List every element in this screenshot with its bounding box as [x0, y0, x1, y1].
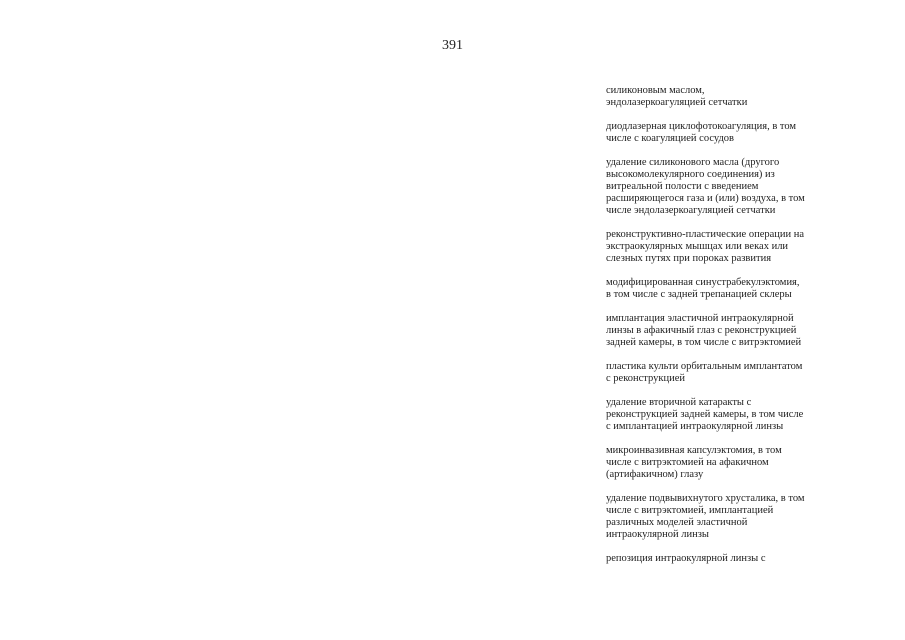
procedure-text-line: удаление силиконового масла (другого — [606, 157, 780, 168]
procedure-text-line: задней камеры, в том числе с витрэктомией — [606, 337, 802, 348]
procedure-entry — [606, 313, 821, 349]
procedure-entry — [606, 157, 821, 217]
procedure-entry — [606, 361, 821, 385]
procedure-entry — [606, 277, 821, 301]
procedure-text-line: различных моделей эластичной — [606, 517, 748, 528]
procedure-text-line: имплантация эластичной интраокулярной — [606, 313, 794, 324]
procedure-text-line: слезных путях при пороках развития — [606, 253, 772, 264]
procedure-entry — [606, 553, 821, 565]
procedure-text-line: экстраокулярных мышцах или веках или — [606, 241, 789, 252]
page-number: 391 — [442, 38, 463, 53]
procedure-text-line: с имплантацией интраокулярной линзы — [606, 421, 784, 432]
procedure-text-line: реконструктивно-пластические операции на — [606, 229, 805, 240]
procedure-entry — [606, 445, 821, 481]
procedure-text-line: числе с витрэктомией, имплантацией — [606, 505, 774, 516]
procedure-text-line: витреальной полости с введением — [606, 181, 759, 192]
procedure-text-line: числе с витрэктомией на афакичном — [606, 457, 769, 468]
procedure-text-line: (артифакичном) глазу — [606, 469, 704, 480]
procedure-text-line: репозиция интраокулярной линзы с — [606, 553, 766, 564]
procedure-text-line: микроинвазивная капсулэктомия, в том — [606, 445, 782, 456]
procedure-text-line: удаление вторичной катаракты с — [606, 397, 752, 408]
procedure-list — [606, 85, 821, 577]
procedure-text-line: расширяющегося газа и (или) воздуха, в том — [606, 193, 805, 204]
procedure-text-line: числе эндолазеркоагуляцией сетчатки — [606, 205, 776, 216]
procedure-text-line: интраокулярной линзы — [606, 529, 709, 540]
procedure-entry — [606, 121, 821, 145]
procedure-text-line: реконструкцией задней камеры, в том числе — [606, 409, 804, 420]
procedure-entry — [606, 85, 821, 109]
procedure-text-line: силиконовым маслом, — [606, 85, 705, 96]
procedure-text-line: линзы в афакичный глаз с реконструкцией — [606, 325, 797, 336]
procedure-text-line: высокомолекулярного соединения) из — [606, 169, 775, 180]
procedure-entry — [606, 229, 821, 265]
procedure-text-line: диодлазерная циклофотокоагуляция, в том — [606, 121, 797, 132]
procedure-text-line: модифицированная синустрабекулэктомия, — [606, 277, 800, 288]
procedure-text-line: числе с коагуляцией сосудов — [606, 133, 734, 144]
procedure-text-line: удаление подвывихнутого хрусталика, в том — [606, 493, 805, 504]
procedure-entry — [606, 493, 821, 541]
procedure-text-line: в том числе с задней трепанацией склеры — [606, 289, 792, 300]
procedure-text-line: эндолазеркоагуляцией сетчатки — [606, 97, 748, 108]
procedure-text-line: с реконструкцией — [606, 373, 685, 384]
procedure-text-line: пластика культи орбитальным имплантатом — [606, 361, 803, 372]
procedure-entry — [606, 397, 821, 433]
